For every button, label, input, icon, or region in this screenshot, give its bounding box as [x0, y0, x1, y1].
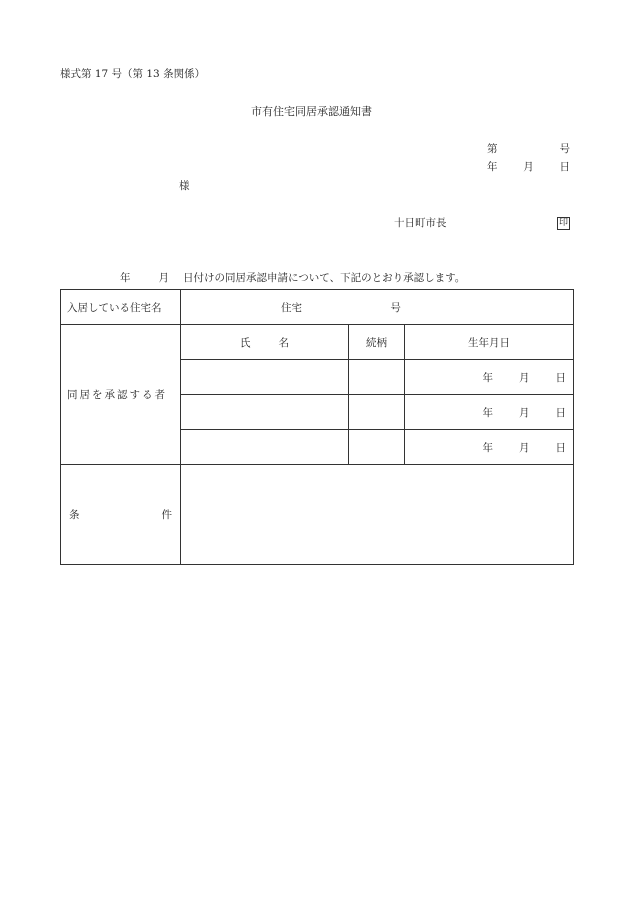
conditions-cell	[181, 465, 574, 565]
name-cell	[181, 395, 349, 430]
addressee-suffix: 様	[179, 180, 190, 192]
birth-year: 年	[482, 371, 494, 384]
header-name-1: 氏	[240, 336, 251, 349]
birth-day: 日	[555, 441, 567, 454]
intro-text: 日付けの同居承認申請について、下記のとおり承認します。	[183, 272, 466, 284]
birth-day: 日	[555, 371, 567, 384]
relation-cell	[349, 395, 405, 430]
relation-cell	[349, 430, 405, 465]
intro-year: 年	[120, 272, 131, 284]
doc-number-dai: 第	[487, 143, 498, 155]
cohabitant-label: 同居を承認する者	[61, 325, 181, 465]
birthdate-cell	[405, 395, 574, 430]
header-name-2: 名	[278, 336, 289, 349]
cohabitation-table	[60, 289, 574, 565]
approval-sentence	[120, 273, 465, 284]
residence-go: 号	[390, 301, 401, 314]
conditions-label	[61, 465, 181, 565]
conditions-row	[61, 465, 574, 565]
residence-label: 入居している住宅名	[61, 290, 181, 325]
header-birthdate: 生年月日	[405, 325, 574, 360]
residence-value	[181, 290, 574, 325]
header-name	[181, 325, 349, 360]
document-number	[487, 144, 570, 155]
header-relation: 続柄	[349, 325, 405, 360]
conditions-label-1: 条	[69, 509, 80, 521]
birthdate-cell	[405, 430, 574, 465]
header-row	[61, 325, 574, 360]
birth-year: 年	[482, 406, 494, 419]
form-number: 様式第 17 号（第 13 条関係）	[60, 68, 206, 80]
issue-date-day: 日	[559, 161, 570, 173]
name-cell	[181, 360, 349, 395]
seal-mark	[557, 217, 570, 230]
issue-date-year: 年	[487, 161, 498, 173]
relation-cell	[349, 360, 405, 395]
name-cell	[181, 430, 349, 465]
birthdate-cell	[405, 360, 574, 395]
issuer-name: 十日町市長	[394, 217, 447, 229]
birth-day: 日	[555, 406, 567, 419]
issue-date	[487, 162, 570, 173]
issue-date-month: 月	[523, 161, 534, 173]
residence-row	[61, 290, 574, 325]
document-title: 市有住宅同居承認通知書	[251, 105, 372, 118]
birth-month: 月	[519, 371, 530, 384]
residence-jutaku: 住宅	[281, 301, 302, 314]
conditions-label-2: 件	[161, 509, 172, 521]
birth-year: 年	[482, 441, 494, 454]
seal-label: 印	[559, 218, 569, 228]
doc-number-go: 号	[559, 143, 570, 155]
intro-month: 月	[158, 272, 169, 284]
birth-month: 月	[519, 406, 530, 419]
birth-month: 月	[519, 441, 530, 454]
